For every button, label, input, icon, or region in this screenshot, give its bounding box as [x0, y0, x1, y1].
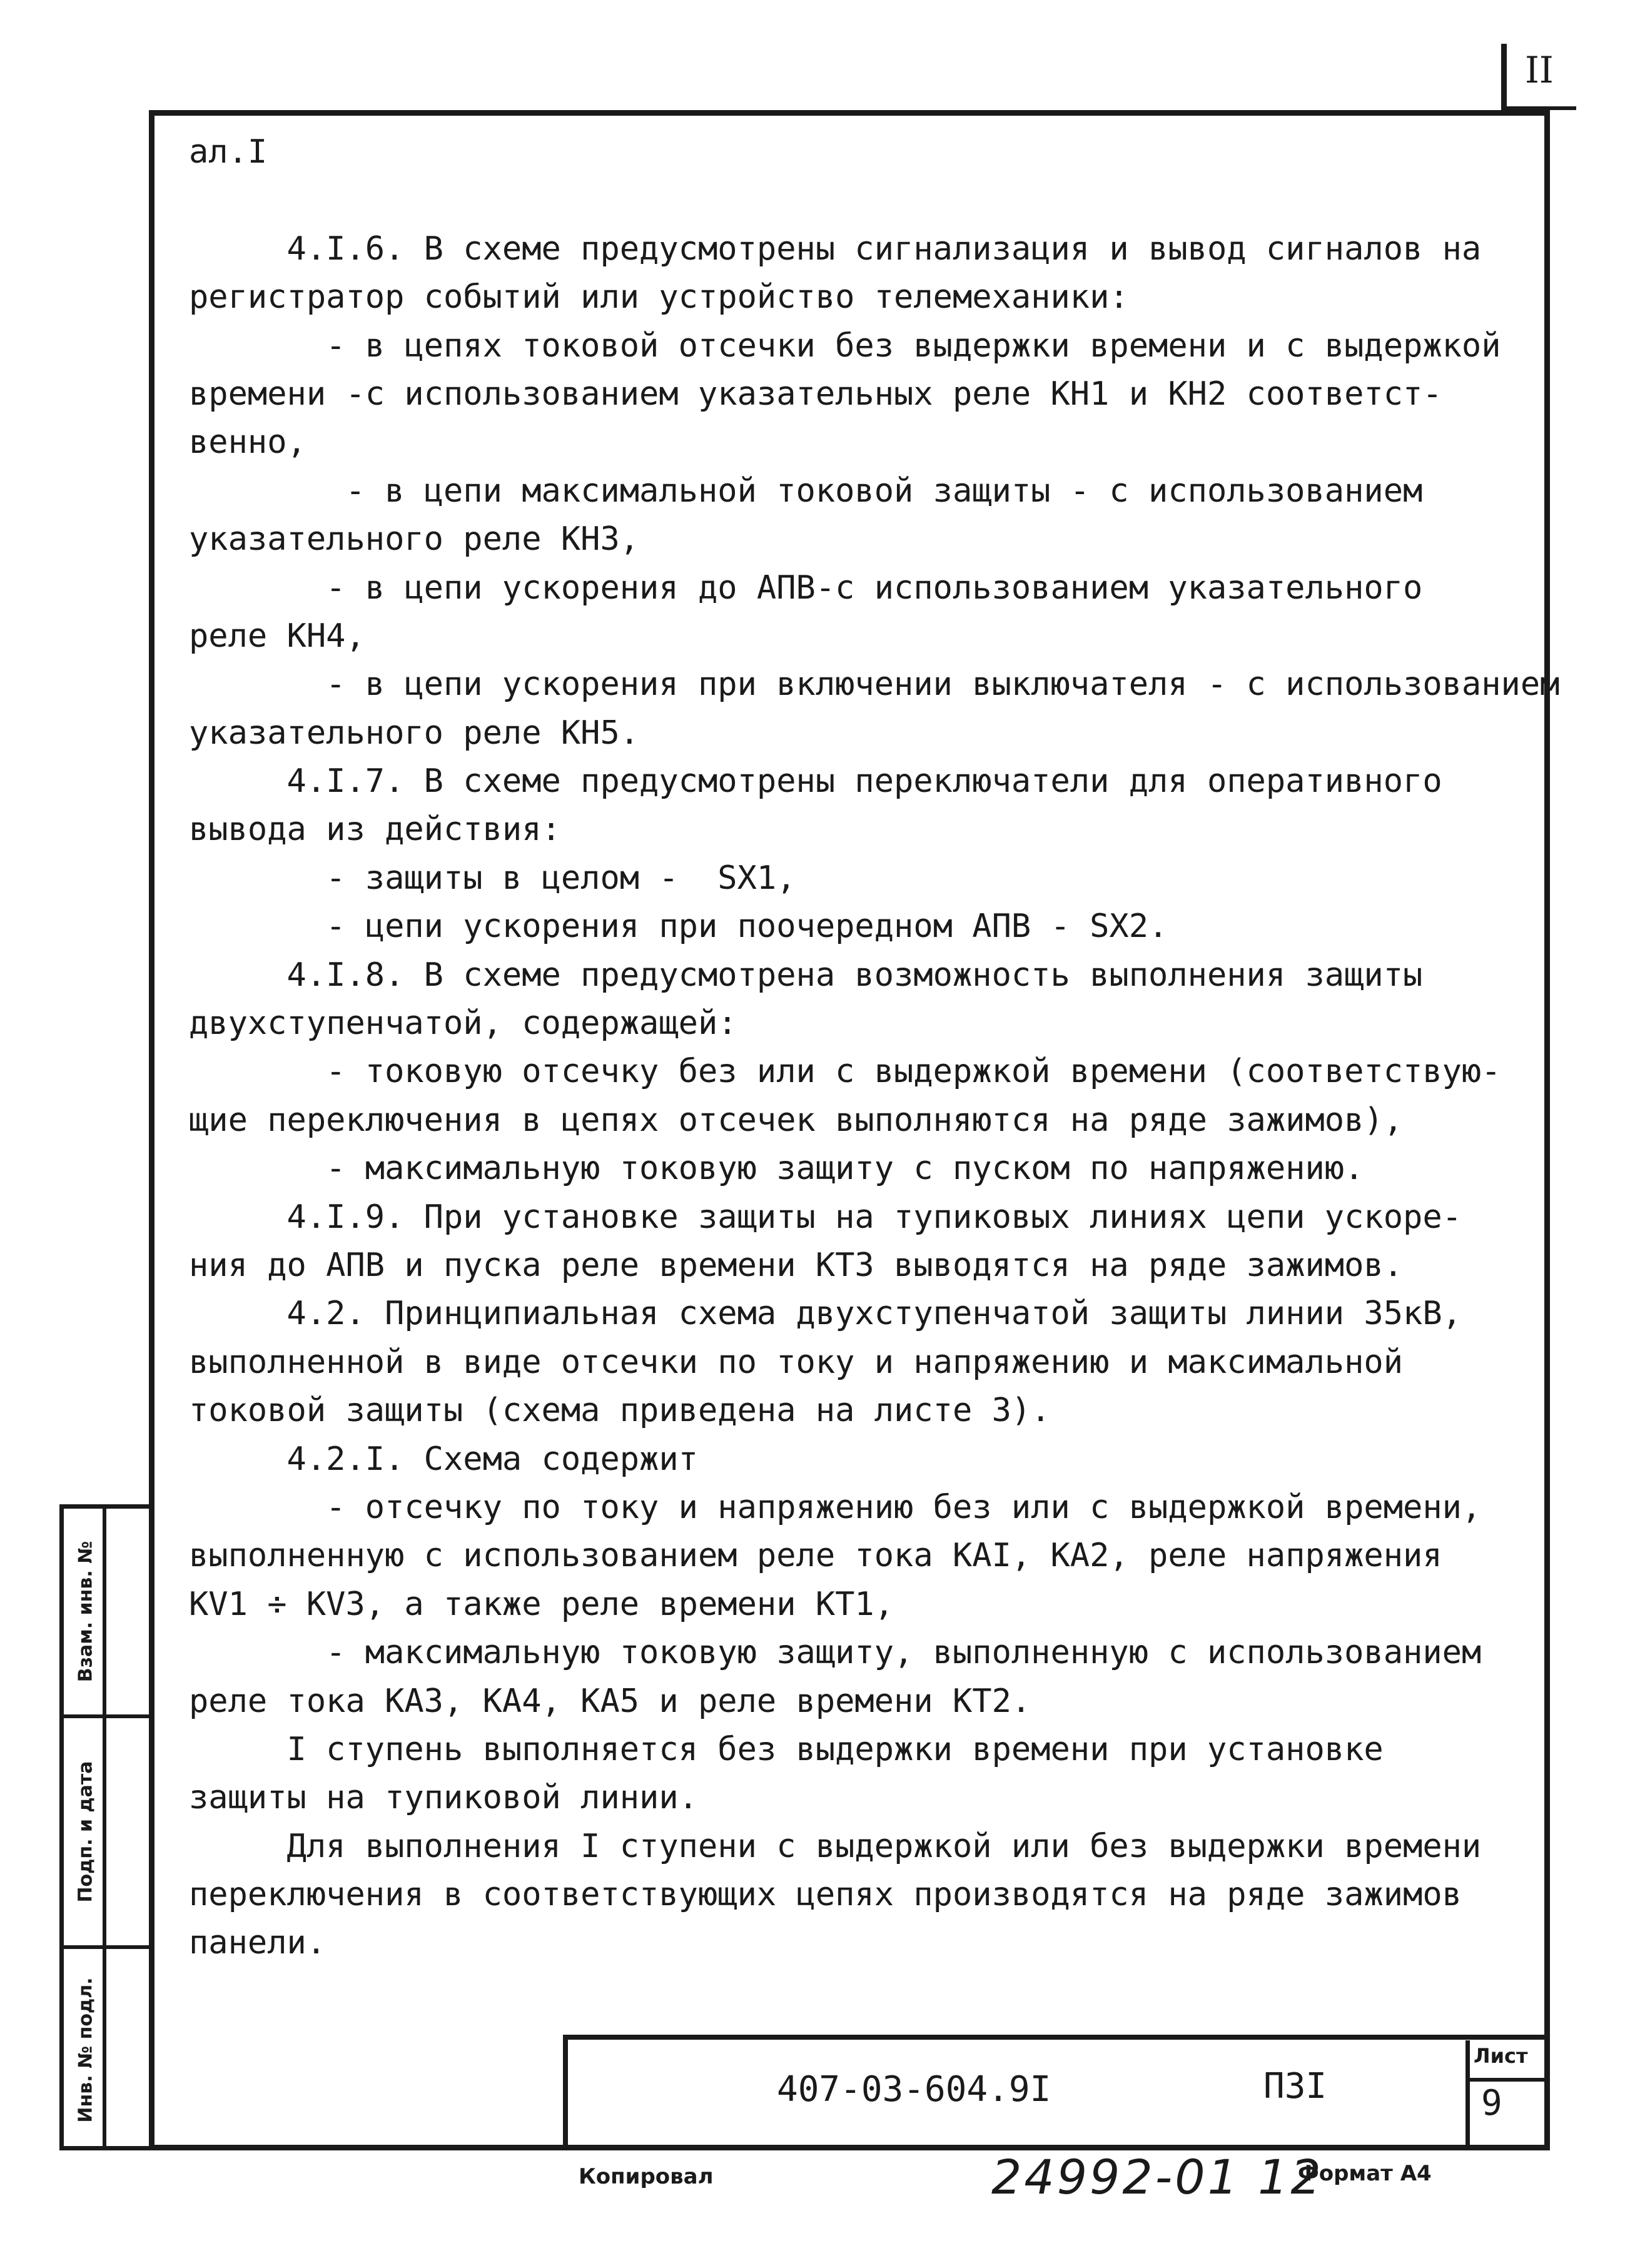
text-line: реле КН4,: [189, 617, 365, 655]
text-line: переключения в соответствующих цепях производятся на ряде зажимов: [189, 1876, 1462, 1914]
text-line: КV1 ÷ КV3, а также реле времени КТ1,: [189, 1585, 894, 1623]
text-line: I ступень выполняется без выдержки времени при установке: [189, 1730, 1384, 1768]
text-line: 4.2. Принципиальная схема двухступенчатой защиты линии 35кВ,: [189, 1295, 1462, 1333]
text-line: - в цепи ускорения до АПВ-с использованием указательного: [189, 569, 1423, 607]
text-line: 4.2.I. Схема содержит: [189, 1440, 698, 1478]
text-line: - максимальную токовую защиту с пуском по напряжению.: [189, 1150, 1364, 1188]
text-line: щие переключения в цепях отсечек выполняются на ряде зажимов),: [189, 1101, 1404, 1139]
text-line: - в цепи максимальной токовой защиты - с использованием: [189, 472, 1423, 510]
text-line: - максимальную токовую защиту, выполненную с использованием: [189, 1634, 1482, 1672]
sheet-number: 9: [1481, 2083, 1502, 2124]
page-number-bar: [1501, 44, 1507, 113]
text-line: токовой защиты (схема приведена на листе 3).: [189, 1392, 1051, 1430]
text-line: панели.: [189, 1924, 327, 1962]
text-line: указательного реле КН5.: [189, 714, 640, 752]
text-line: указательного реле КН3,: [189, 520, 640, 559]
text-line: венно,: [189, 423, 306, 462]
format-label: Формат А4: [1298, 2161, 1432, 2186]
handwritten-number: 24992-01 12: [991, 2149, 1324, 2205]
text-line: Для выполнения I ступени с выдержкой или без выдержки времени: [189, 1827, 1482, 1865]
page-number-rule: [1501, 106, 1576, 110]
document-code: 407-03-604.9I: [777, 2069, 1051, 2110]
text-line: двухступенчатой, содержащей:: [189, 1005, 737, 1043]
text-line: ния до АПВ и пуска реле времени КТ3 выводятся на ряде зажимов.: [189, 1246, 1404, 1284]
text-line: ал.I: [189, 133, 268, 171]
text-line: - токовую отсечку без или с выдержкой времени (соответствую-: [189, 1053, 1501, 1091]
margin-stamp: [59, 1504, 149, 2150]
text-line: 4.I.7. В схеме предусмотрены переключатели для оперативного: [189, 762, 1442, 801]
text-line: - защиты в целом - SX1,: [189, 859, 796, 897]
page-number: II: [1525, 49, 1554, 91]
replace-inv-label: Взам. инв. №: [74, 1541, 97, 1683]
text-line: - цепи ускорения при поочередном АПВ - SX2.: [189, 908, 1168, 946]
text-line: выполненную с использованием реле тока КАI, КА2, реле напряжения: [189, 1537, 1442, 1575]
text-line: - в цепи ускорения при включении выключателя - с использованием: [189, 666, 1560, 704]
body-text: [189, 128, 1560, 1968]
text-line: регистратор событий или устройство телемеханики:: [189, 278, 1129, 316]
text-line: 4.I.8. В схеме предусмотрена возможность выполнения защиты: [189, 956, 1423, 994]
text-line: времени -с использованием указательных реле КН1 и КН2 соответст-: [189, 375, 1442, 413]
text-line: 4.I.9. При установке защиты на тупиковых линиях цепи ускоре-: [189, 1198, 1462, 1236]
title-block: [563, 2035, 1550, 2150]
copied-label: Копировал: [579, 2164, 714, 2189]
text-line: защиты на тупиковой линии.: [189, 1779, 698, 1817]
text-line: реле тока КА3, КА4, КА5 и реле времени КТ2.: [189, 1682, 1031, 1720]
document-designation: П3I: [1263, 2066, 1327, 2107]
text-line: - в цепях токовой отсечки без выдержки времени и с выдержкой: [189, 327, 1501, 365]
text-line: вывода из действия:: [189, 811, 561, 849]
text-line: [189, 176, 1540, 225]
sign-date-label: Подп. и дата: [74, 1761, 97, 1903]
text-line: 4.I.6. В схеме предусмотрены сигнализация и вывод сигналов на: [189, 230, 1482, 268]
text-line: выполненной в виде отсечки по току и напряжению и максимальной: [189, 1343, 1404, 1381]
inv-num-orig-label: Инв. № подл.: [74, 1977, 97, 2123]
text-line: - отсечку по току и напряжению без или с выдержкой времени,: [189, 1488, 1482, 1526]
sheet-label: Лист: [1474, 2044, 1528, 2068]
